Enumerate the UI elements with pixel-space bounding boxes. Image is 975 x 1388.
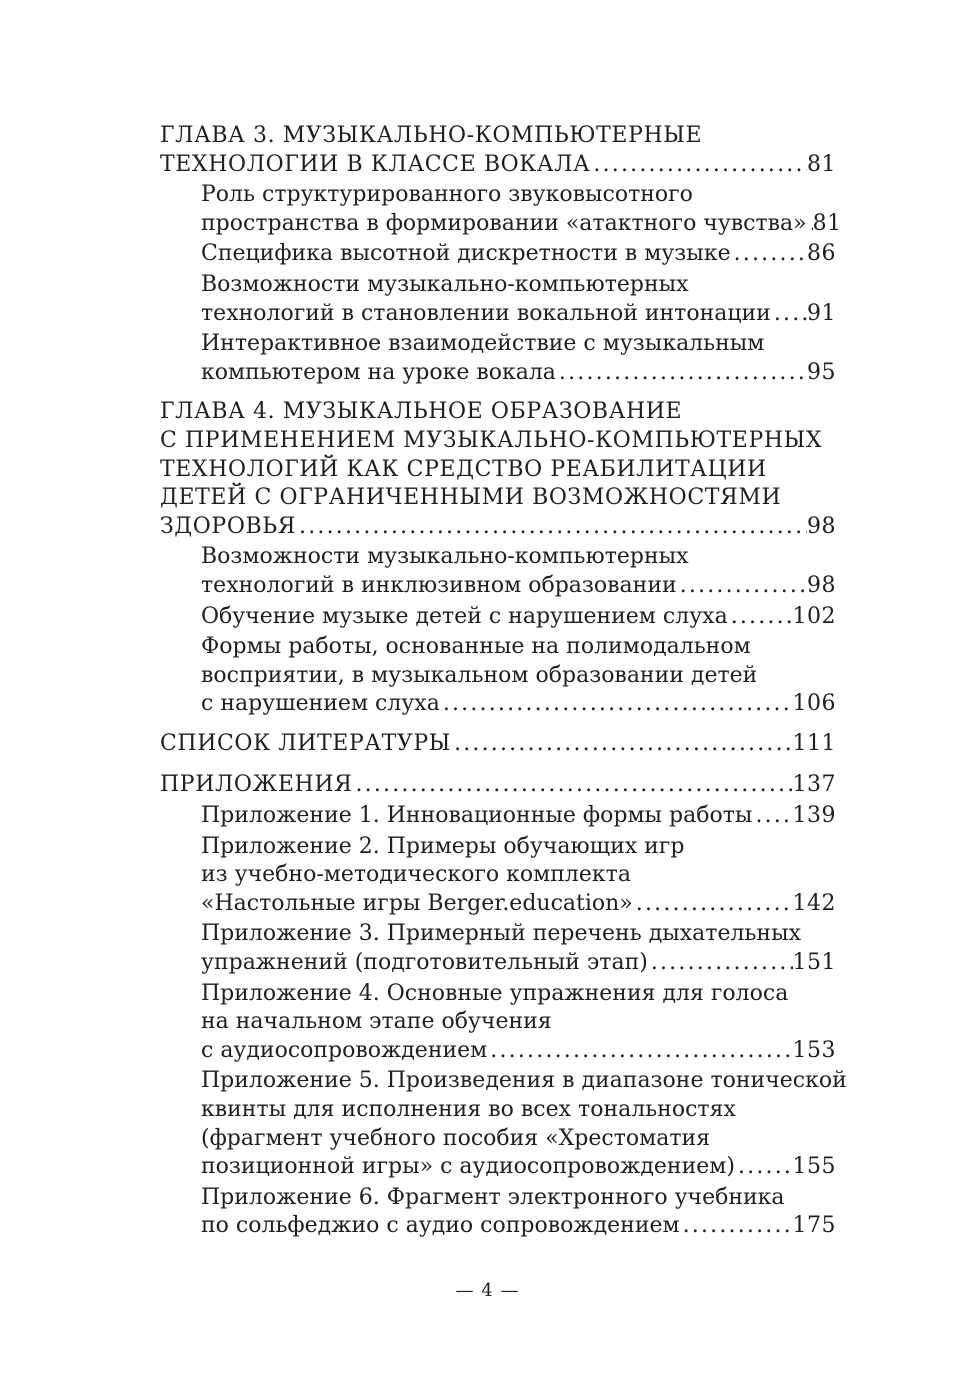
table-of-contents [160,122,847,1252]
chapter-entry[interactable] [160,513,836,542]
chapter-entry[interactable] [160,151,836,180]
toc-chapter-3 [160,122,842,387]
chapter-title-line: ГЛАВА 3. МУЗЫКАЛЬНО-КОМПЬЮТЕРНЫЕ [160,123,703,148]
toc-subentry[interactable] [201,980,836,1066]
subentry-line: Приложение 6. Фрагмент электронного учебника [201,1184,785,1210]
subentry-last-line: Приложение 1. Инновационные формы работы [201,803,753,829]
dot-leader [556,359,807,388]
chapter-title-line: ДЕТЕЙ С ОГРАНИЧЕННЫМИ ВОЗМОЖНОСТЯМИ [160,485,782,511]
chapter-entry[interactable] [160,771,836,800]
dot-leader [451,730,792,759]
dot-leader [352,771,792,800]
page-number: 86 [807,241,836,267]
chapter-title-line: ТЕХНОЛОГИЙ КАК СРЕДСТВО РЕАБИЛИТАЦИИ [160,456,767,482]
page-number: 91 [807,300,836,326]
subentry-last-line: по сольфеджио с аудио сопровождением [201,1213,680,1239]
page-number: 102 [792,603,836,629]
dot-leader [752,802,792,831]
bibliography-title: СПИСОК ЛИТЕРАТУРЫ [160,730,452,756]
dot-leader [440,690,793,719]
subentry-last-line: Специфика высотной дискретности в музыке [201,241,731,267]
page-number: 95 [807,359,836,385]
subentry-line: Приложение 4. Основные упражнения для голоса [201,980,789,1006]
subentry-line: восприятии, в музыкальном образовании детей [201,662,758,688]
toc-subentry[interactable] [201,1184,836,1241]
toc-subentry[interactable] [201,240,836,269]
page-number: 155 [792,1154,836,1180]
page-footer-number: — 4 — [455,1280,520,1301]
page-number: 81 [807,151,836,177]
page-number: 151 [792,950,836,976]
toc-subentry[interactable] [201,1067,847,1181]
chapter-title-last-line: ТЕХНОЛОГИИ В КЛАССЕ ВОКАЛА [160,151,591,177]
dot-leader [590,151,807,180]
dot-leader [648,949,793,978]
page-number: 153 [792,1037,836,1063]
toc-subentry[interactable] [201,833,836,919]
page-number: 139 [792,803,836,829]
dot-leader [296,513,807,542]
subentry-last-line: «Настольные игры Berger.education» [201,890,633,916]
subentry-line: Роль структурированного звуковысотного [201,182,693,208]
page-number: 98 [807,572,836,598]
chapter-title-line: С ПРИМЕНЕНИЕМ МУЗЫКАЛЬНО-КОМПЬЮТЕРНЫХ [160,427,823,453]
subentry-line: из учебно-методического комплекта [201,862,631,888]
subentry-last-line: с нарушением слуха [201,691,440,717]
subentry-line: квинты для исполнения во всех тональностях [201,1097,736,1122]
subentry-last-line: компьютером на уроке вокала [201,359,556,385]
dot-leader [731,240,807,269]
dot-leader [680,1212,793,1241]
dot-leader [735,1153,793,1182]
page-number: 106 [792,691,836,717]
toc-subentry[interactable] [201,543,836,600]
chapter-title-last-line: ЗДОРОВЬЯ [160,513,297,539]
dot-leader [487,1037,792,1066]
subentry-line: Интерактивное взаимодействие с музыкальным [201,331,765,357]
subentry-line: на начальном этапе обучения [201,1009,552,1035]
subentry-line: Приложение 5. Произведения в диапазоне тонической [201,1068,847,1094]
page-number: 98 [807,513,836,539]
toc-subentry[interactable] [201,330,836,387]
subentry-last-line: технологий в инклюзивном образовании [201,572,677,598]
subentry-last-line: упражнений (подготовительный этап) [201,950,648,976]
toc-appendices [160,771,847,1241]
toc-subentry[interactable] [201,920,836,977]
page-number: 142 [792,890,836,916]
subentry-last-line: с аудиосопровождением [201,1037,488,1063]
subentry-line: Возможности музыкально-компьютерных [201,271,689,297]
toc-chapter-4 [160,398,836,719]
subentry-line: (фрагмент учебного пособия «Хрестоматия [201,1125,711,1151]
toc-subentry[interactable] [201,802,836,831]
dot-leader [771,300,807,329]
page-number: 175 [792,1213,836,1239]
page-number: 81 [812,210,842,236]
subentry-last-line: позиционной игры» с аудиосопровождением) [201,1154,735,1180]
toc-subentry[interactable] [201,633,836,719]
dot-leader [677,572,807,601]
toc-subentry[interactable] [201,181,842,238]
toc-bibliography [160,730,836,759]
page-number: 137 [792,772,836,798]
toc-subentry[interactable] [201,603,836,632]
subentry-line: Приложение 3. Примерный перечень дыхательных [201,921,801,947]
chapter-entry[interactable] [160,730,836,759]
page-number: 111 [792,730,836,756]
subentry-last-line: пространства в формировании «атактного чувства» [201,210,807,236]
appendices-title: ПРИЛОЖЕНИЯ [160,772,353,798]
dot-leader [728,603,793,632]
subentry-line: Возможности музыкально-компьютерных [201,544,689,570]
subentry-line: Приложение 2. Примеры обучающих игр [201,833,685,859]
dot-leader [633,890,793,919]
subentry-last-line: Обучение музыке детей с нарушением слуха [201,603,728,629]
toc-subentry[interactable] [201,271,836,328]
subentry-line: Формы работы, основанные на полимодальном [201,634,751,660]
chapter-title-line: ГЛАВА 4. МУЗЫКАЛЬНОЕ ОБРАЗОВАНИЕ [160,399,683,425]
subentry-last-line: технологий в становлении вокальной интонации [201,300,771,326]
